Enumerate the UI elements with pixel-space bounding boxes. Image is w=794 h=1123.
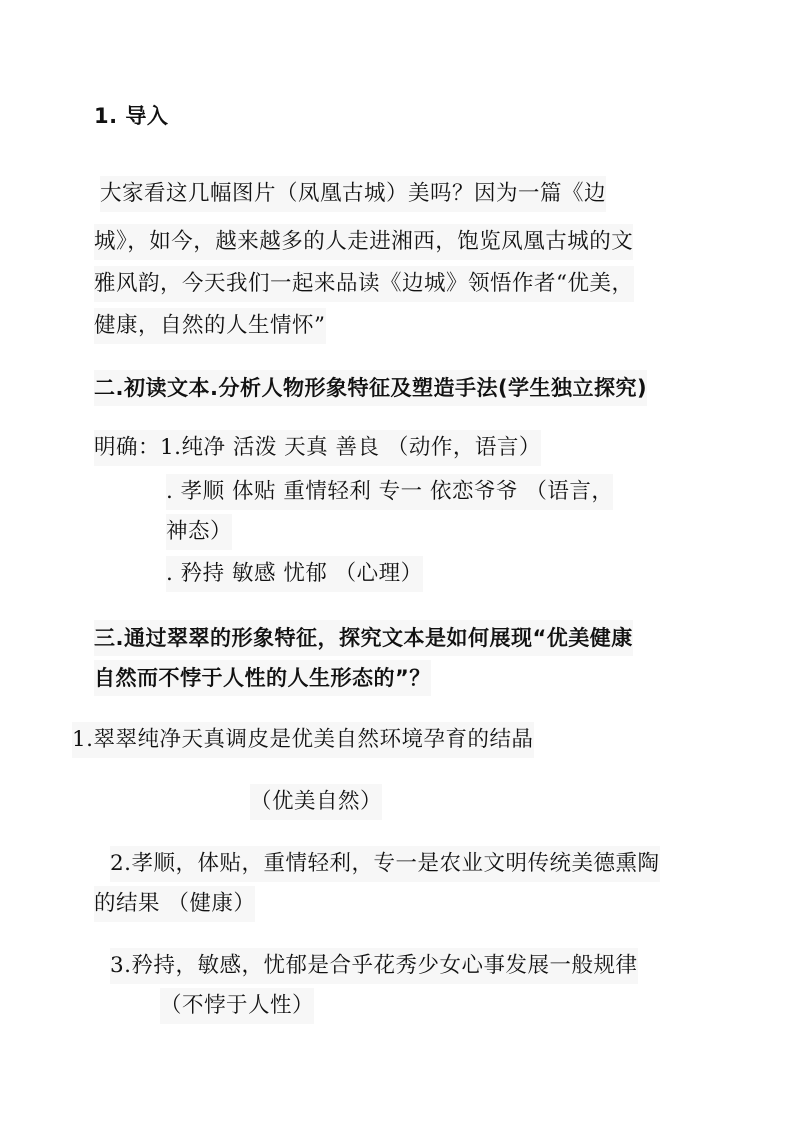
explore-point-note: 的结果 （健康） [94, 886, 255, 922]
section-heading-explore: 三.通过翠翠的形象特征，探究文本是如何展现“优美健康 [94, 620, 633, 656]
clarify-line: 神态） [166, 514, 232, 550]
section-heading-intro: 1. 导入 [94, 104, 169, 128]
paragraph-line: 健康，自然的人生情怀” [94, 308, 326, 344]
explore-point: 3.矜持，敏感，忧郁是合乎花秀少女心事发展一般规律 [110, 948, 638, 984]
explore-point-note: （优美自然） [250, 784, 382, 820]
section-heading-explore-cont: 自然而不悖于人性的人生形态的”？ [94, 660, 431, 696]
section-heading-first-reading: 二.初读文本.分析人物形象特征及塑造手法(学生独立探究) [94, 370, 647, 406]
clarify-line: 明确：1.纯净 活泼 天真 善良 （动作，语言） [94, 430, 541, 466]
paragraph-line: 城》，如今，越来越多的人走进湘西，饱览凤凰古城的文 [94, 224, 633, 260]
explore-point: 2.孝顺，体贴，重情轻利，专一是农业文明传统美德熏陶 [110, 846, 660, 882]
clarify-line: . 孝顺 体贴 重情轻利 专一 依恋爷爷 （语言， [166, 474, 613, 510]
explore-point: 1.翠翠纯净天真调皮是优美自然环境孕育的结晶 [72, 722, 534, 758]
paragraph-line: 雅风韵，今天我们一起来品读《边城》领悟作者“优美， [94, 266, 634, 302]
clarify-line: . 矜持 敏感 忧郁 （心理） [166, 556, 423, 592]
explore-point-note: （不悖于人性） [160, 988, 314, 1024]
paragraph-line: 大家看这几幅图片（凤凰古城）美吗？因为一篇《边 [100, 176, 606, 212]
